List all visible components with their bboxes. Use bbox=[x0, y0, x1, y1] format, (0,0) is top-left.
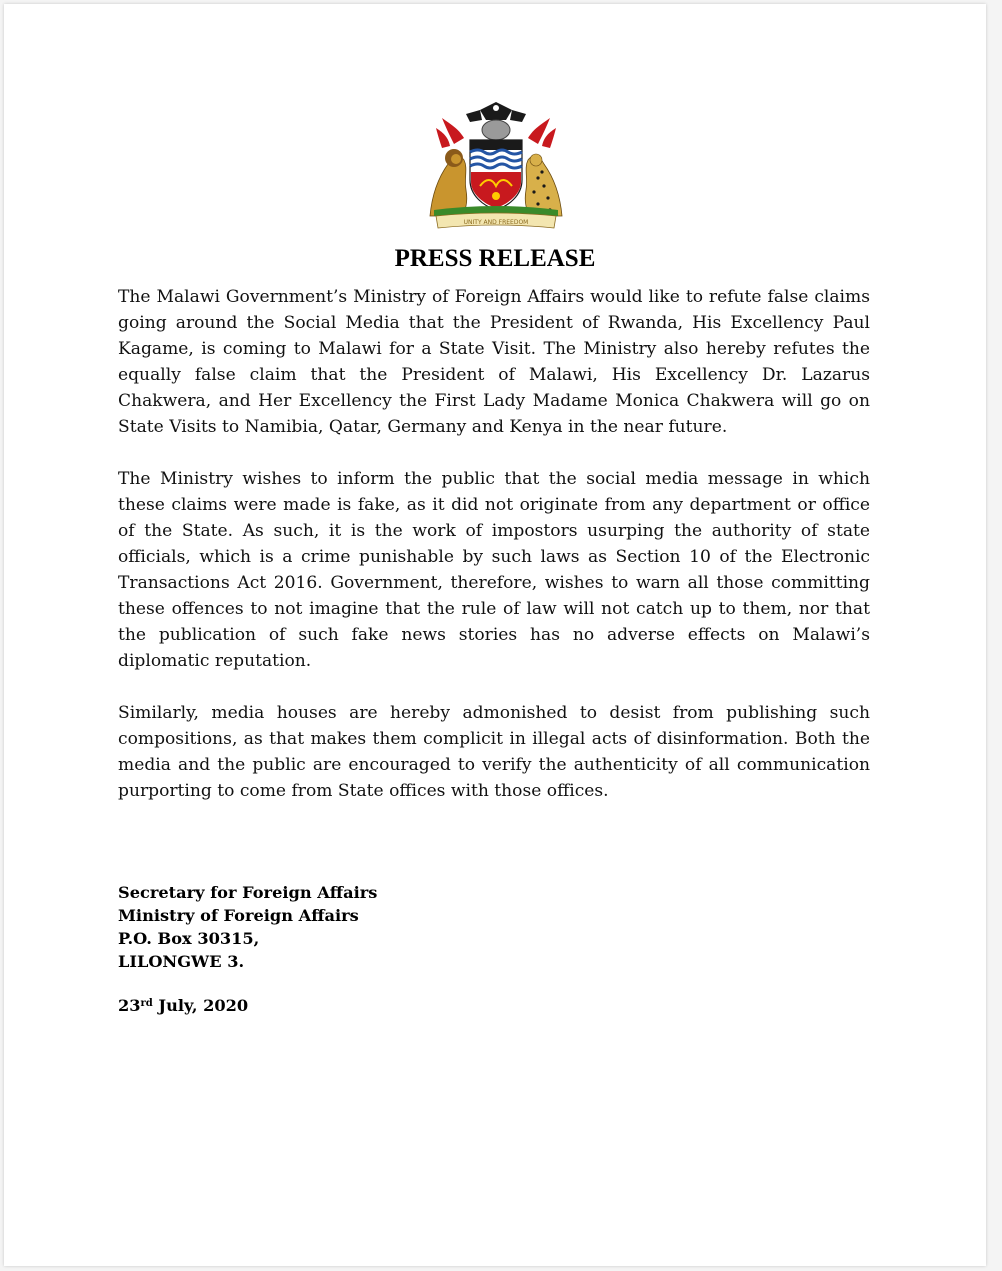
signoff-ministry: Ministry of Foreign Affairs bbox=[118, 906, 359, 925]
paragraph-3: Similarly, media houses are hereby admonished to desist from publishing such compositions, as that makes them complicit in illegal acts of disinformation. Both the media and the public are encouraged to verify the authenticity of all communication purporting to come from State offices with those offices. bbox=[118, 703, 870, 801]
coat-of-arms-icon bbox=[420, 98, 572, 232]
press-release-body bbox=[118, 284, 870, 804]
signoff-city: LILONGWE 3. bbox=[118, 952, 245, 971]
date-month-year: July, 2020 bbox=[152, 996, 249, 1015]
coat-of-arms-emblem bbox=[420, 98, 572, 232]
date-day: 23 bbox=[118, 996, 141, 1015]
paragraph-2: The Ministry wishes to inform the public that the social media message in which these claims were made is fake, as it did not originate from any department or office of the State. As such, it is the work of impostors usurping the authority of state officials, which is a crime punishable by such laws as Section 10 of the Electronic Transactions Act 2016. Government, therefore, wishes to warn all those committing these offences to not imagine that the rule of law will not catch up to them, nor that the publication of such fake news stories has no adverse effects on Malawi’s diplomatic reputation. bbox=[118, 469, 870, 671]
signoff-title: Secretary for Foreign Affairs bbox=[118, 883, 378, 902]
release-date bbox=[118, 994, 248, 1018]
signoff-po-box: P.O. Box 30315, bbox=[118, 929, 260, 948]
document-page bbox=[4, 4, 986, 1266]
signature-block bbox=[118, 881, 377, 973]
motto-text: UNITY AND FREEDOM bbox=[463, 219, 529, 226]
date-suffix: rd bbox=[140, 998, 153, 1009]
paragraph-1: The Malawi Government’s Ministry of Foreign Affairs would like to refute false claims going around the Social Media that the President of Rwanda, His Excellency Paul Kagame, is coming to Malawi for a State Visit. The Ministry also hereby refutes the equally false claim that the President of Malawi, His Excellency Dr. Lazarus Chakwera, and Her Excellency the First Lady Madame Monica Chakwera will go on State Visits to Namibia, Qatar, Germany and Kenya in the near future. bbox=[118, 287, 870, 437]
page-title: PRESS RELEASE bbox=[394, 245, 596, 272]
